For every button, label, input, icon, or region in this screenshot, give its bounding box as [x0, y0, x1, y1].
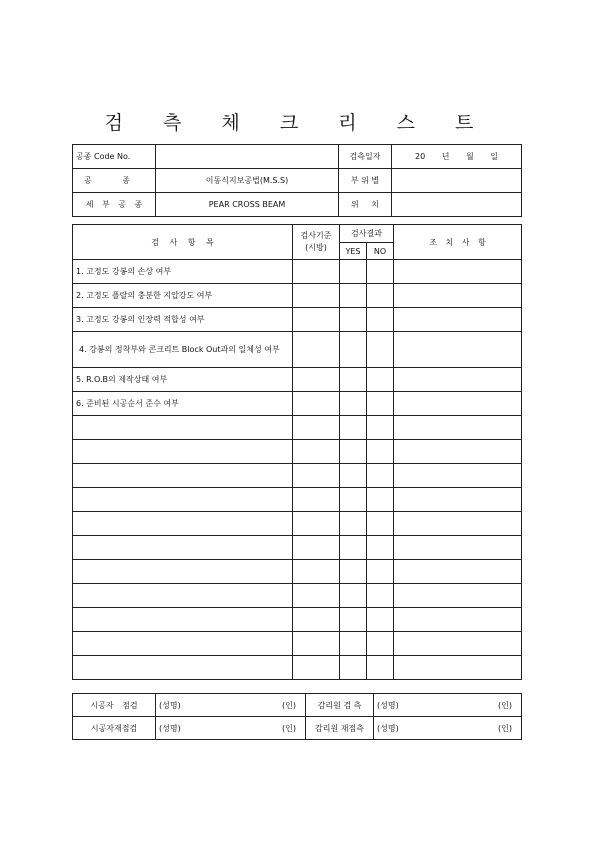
empty-row: [73, 584, 522, 608]
inspect-date-value[interactable]: 20 년 월 일: [392, 145, 522, 169]
yes-cell[interactable]: [340, 512, 367, 536]
location-label: 위 치: [339, 193, 392, 217]
item-text: 2. 고정도 플랄의 충분한 지압강도 여부: [73, 284, 293, 308]
item-cell[interactable]: [73, 416, 293, 440]
empty-row: [73, 536, 522, 560]
action-cell[interactable]: [394, 656, 522, 680]
contractor-recheck-sign[interactable]: [156, 717, 306, 740]
table-row: [73, 284, 522, 308]
seal-label: (인): [498, 700, 512, 710]
criteria-cell[interactable]: [293, 284, 340, 308]
no-cell[interactable]: [367, 536, 394, 560]
criteria-cell[interactable]: [293, 584, 340, 608]
name-label: (성명): [377, 723, 399, 733]
action-cell[interactable]: [394, 632, 522, 656]
empty-row: [73, 488, 522, 512]
no-cell[interactable]: [367, 416, 394, 440]
yes-cell[interactable]: [340, 656, 367, 680]
contractor-check-label: 시공자 점검: [73, 694, 156, 717]
result-header: 검사결과: [340, 225, 394, 243]
yes-cell[interactable]: [340, 440, 367, 464]
no-cell[interactable]: [367, 608, 394, 632]
criteria-cell[interactable]: [293, 464, 340, 488]
table-row: [73, 332, 522, 368]
action-cell[interactable]: [394, 332, 522, 368]
item-cell[interactable]: [73, 608, 293, 632]
yes-cell[interactable]: [340, 584, 367, 608]
yes-cell[interactable]: [340, 416, 367, 440]
empty-row: [73, 632, 522, 656]
yes-cell[interactable]: [340, 536, 367, 560]
item-cell[interactable]: [73, 656, 293, 680]
item-text: 1. 고정도 강봉의 손상 여부: [73, 260, 293, 284]
yes-cell[interactable]: [340, 332, 367, 368]
work-code-label: 공종 Code No.: [73, 145, 156, 169]
table-row: [73, 392, 522, 416]
action-cell[interactable]: [394, 608, 522, 632]
criteria-cell[interactable]: [293, 308, 340, 332]
no-cell[interactable]: [367, 584, 394, 608]
table-row: [73, 368, 522, 392]
no-cell[interactable]: [367, 284, 394, 308]
yes-cell[interactable]: [340, 464, 367, 488]
item-header: 검 사 항 목: [73, 225, 293, 260]
action-cell[interactable]: [394, 392, 522, 416]
action-cell[interactable]: [394, 560, 522, 584]
item-cell[interactable]: [73, 488, 293, 512]
empty-row: [73, 656, 522, 680]
action-cell[interactable]: [394, 584, 522, 608]
contractor-check-sign[interactable]: [156, 694, 306, 717]
checklist-table: [72, 224, 522, 680]
item-cell[interactable]: [73, 512, 293, 536]
yes-cell[interactable]: [340, 368, 367, 392]
name-label: (성명): [377, 700, 399, 710]
criteria-cell[interactable]: [293, 332, 340, 368]
action-cell[interactable]: [394, 260, 522, 284]
no-cell[interactable]: [367, 488, 394, 512]
empty-row: [73, 416, 522, 440]
item-cell[interactable]: [73, 584, 293, 608]
no-cell[interactable]: [367, 260, 394, 284]
name-label: (성명): [159, 700, 181, 710]
header-row-code: [73, 145, 522, 169]
seal-label: (인): [282, 723, 296, 733]
criteria-cell[interactable]: [293, 512, 340, 536]
criteria-cell[interactable]: [293, 260, 340, 284]
criteria-cell[interactable]: [293, 536, 340, 560]
supervisor-inspect-sign[interactable]: [374, 694, 522, 717]
action-cell[interactable]: [394, 488, 522, 512]
inspect-date-label: 검측일자: [339, 145, 392, 169]
header-row-sub-work: [73, 193, 522, 217]
seal-label: (인): [498, 723, 512, 733]
action-cell[interactable]: [394, 416, 522, 440]
yes-cell[interactable]: [340, 284, 367, 308]
item-cell[interactable]: [73, 536, 293, 560]
no-cell[interactable]: [367, 368, 394, 392]
criteria-cell[interactable]: [293, 368, 340, 392]
yes-cell[interactable]: [340, 488, 367, 512]
work-type-value[interactable]: 이동식지보공법(M.S.S): [156, 169, 339, 193]
location-value[interactable]: [392, 193, 522, 217]
no-cell[interactable]: [367, 512, 394, 536]
page-title: 검 측 체 크 리 스 트: [104, 112, 491, 134]
sub-work-label: 세 부 공 종: [73, 193, 156, 217]
item-cell[interactable]: [73, 464, 293, 488]
no-cell[interactable]: [367, 440, 394, 464]
criteria-cell[interactable]: [293, 608, 340, 632]
item-cell[interactable]: [73, 440, 293, 464]
contractor-recheck-label: 시공자재점검: [73, 717, 156, 740]
no-cell[interactable]: [367, 560, 394, 584]
action-cell[interactable]: [394, 440, 522, 464]
criteria-cell[interactable]: [293, 656, 340, 680]
yes-header: YES: [340, 243, 367, 260]
table-row: [73, 308, 522, 332]
header-row-work-type: [73, 169, 522, 193]
signature-table: [72, 693, 522, 740]
work-type-label: 공 종: [73, 169, 156, 193]
no-cell[interactable]: [367, 332, 394, 368]
yes-cell[interactable]: [340, 392, 367, 416]
criteria-cell[interactable]: [293, 392, 340, 416]
table-row: [73, 260, 522, 284]
empty-row: [73, 512, 522, 536]
supervisor-inspect-label: 감리원 검 측: [306, 694, 374, 717]
part-value[interactable]: [392, 169, 522, 193]
no-header: NO: [367, 243, 394, 260]
empty-row: [73, 560, 522, 584]
empty-row: [73, 440, 522, 464]
criteria-cell[interactable]: [293, 488, 340, 512]
signature-row: [73, 717, 522, 740]
item-text: 5. R.O.B의 제작상태 여부: [73, 368, 293, 392]
criteria-cell[interactable]: [293, 416, 340, 440]
no-cell[interactable]: [367, 656, 394, 680]
criteria-header: [293, 225, 340, 260]
action-cell[interactable]: [394, 308, 522, 332]
sub-work-value[interactable]: PEAR CROSS BEAM: [156, 193, 339, 217]
seal-label: (인): [282, 700, 296, 710]
criteria-header-label: 검사기준: [300, 231, 332, 240]
signature-row: [73, 694, 522, 717]
criteria-cell[interactable]: [293, 632, 340, 656]
part-label: 부 위 별: [339, 169, 392, 193]
action-cell[interactable]: [394, 464, 522, 488]
item-cell[interactable]: [73, 560, 293, 584]
action-cell[interactable]: [394, 284, 522, 308]
yes-cell[interactable]: [340, 560, 367, 584]
item-cell[interactable]: [73, 632, 293, 656]
action-cell[interactable]: [394, 368, 522, 392]
action-cell[interactable]: [394, 536, 522, 560]
yes-cell[interactable]: [340, 260, 367, 284]
supervisor-reinspect-label: 감리원 재점측: [306, 717, 374, 740]
yes-cell[interactable]: [340, 308, 367, 332]
no-cell[interactable]: [367, 632, 394, 656]
criteria-header-sub: (시방): [305, 243, 327, 252]
no-cell[interactable]: [367, 308, 394, 332]
criteria-cell[interactable]: [293, 440, 340, 464]
empty-row: [73, 464, 522, 488]
action-header: 조 치 사 항: [394, 225, 522, 260]
no-cell[interactable]: [367, 392, 394, 416]
header-info-table: [72, 144, 522, 217]
supervisor-reinspect-sign[interactable]: [374, 717, 522, 740]
item-text: 4. 강봉의 정착부와 콘크리트 Block Out과의 일체성 여부: [73, 332, 293, 368]
no-cell[interactable]: [367, 464, 394, 488]
work-code-value[interactable]: [156, 145, 339, 169]
checklist-header-row: [73, 225, 522, 243]
yes-cell[interactable]: [340, 632, 367, 656]
name-label: (성명): [159, 723, 181, 733]
item-text: 3. 고정도 강봉의 인장력 적합성 여부: [73, 308, 293, 332]
empty-row: [73, 608, 522, 632]
criteria-cell[interactable]: [293, 560, 340, 584]
action-cell[interactable]: [394, 512, 522, 536]
item-text: 6. 준비된 시공순서 준수 여부: [73, 392, 293, 416]
yes-cell[interactable]: [340, 608, 367, 632]
